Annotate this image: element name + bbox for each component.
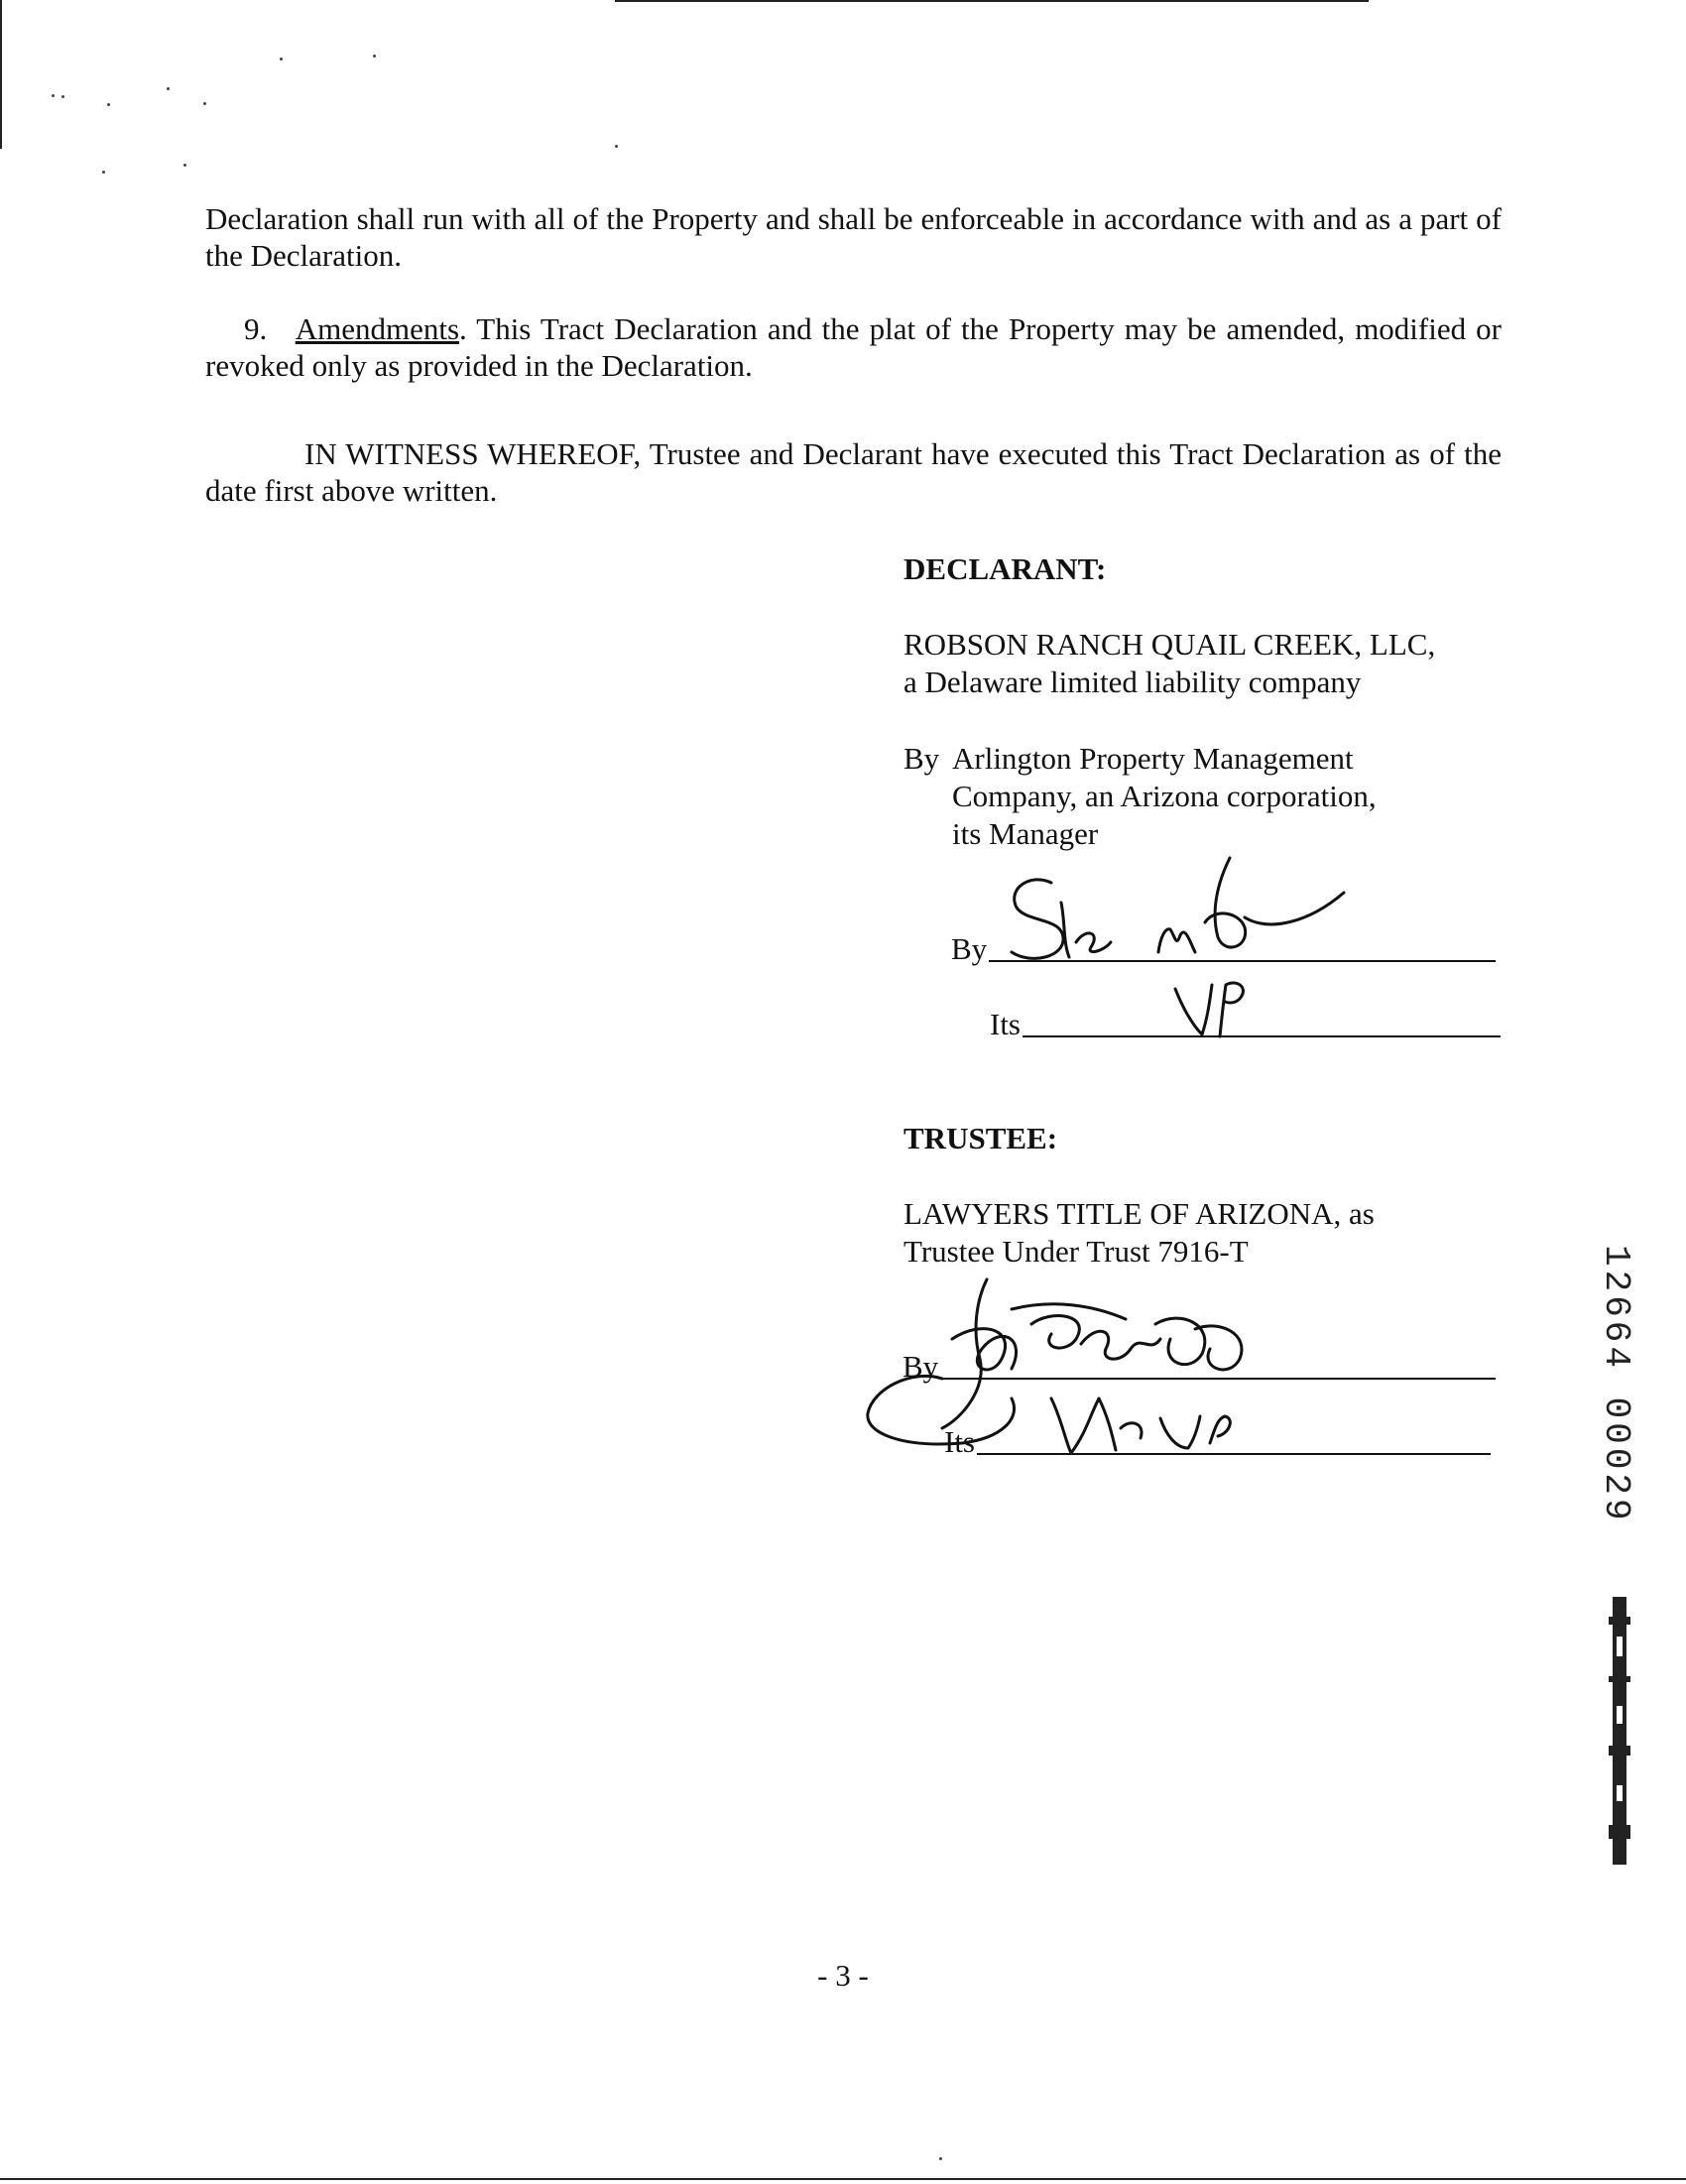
trustee-heading: TRUSTEE: [903, 1121, 1058, 1155]
scan-speck [939, 2157, 942, 2160]
trustee-entity [903, 1195, 1375, 1271]
section-9-amendments [205, 310, 1502, 384]
witness-clause-text: IN WITNESS WHEREOF, Trustee and Declarant have executed this Tract Declaration as of the date first above written. [205, 436, 1502, 508]
scan-speck [52, 94, 55, 97]
section-9-text: . This Tract Declaration and the plat of the Property may be amended, modified or revoked only as provided in the Declaration. [205, 311, 1502, 383]
paragraph-continuation [205, 200, 1502, 274]
trustee-by-label: By [903, 1349, 939, 1384]
declarant-its-handwriting-icon [1170, 977, 1260, 1046]
scan-speck [61, 95, 64, 98]
declarant-its-label: Its [990, 1007, 1021, 1041]
scan-speck [203, 102, 206, 105]
trustee-entity-name: LAWYERS TITLE OF ARIZONA, as [903, 1196, 1375, 1231]
scan-left-edge [0, 0, 2, 149]
trustee-entity-role: Trustee Under Trust 7916-T [903, 1234, 1249, 1269]
declarant-by-label: By [951, 931, 988, 966]
recording-stamp-mark-icon [1607, 1597, 1632, 1865]
page-number: - 3 - [817, 1958, 869, 1993]
declarant-its-rule [1023, 1035, 1501, 1037]
declarant-by-manager [903, 740, 1377, 853]
declarant-entity-name: ROBSON RANCH QUAIL CREEK, LLC, [903, 627, 1436, 662]
scan-speck [167, 87, 170, 90]
scan-speck [102, 171, 105, 174]
declarant-manager-line1: Arlington Property Management [952, 741, 1354, 776]
declarant-entity [903, 626, 1435, 701]
declarant-by-prefix: By [903, 741, 940, 776]
recording-stamp-number: 12664 00029 [1596, 1245, 1636, 1524]
scan-speck [615, 145, 618, 148]
paragraph-continuation-text: Declaration shall run with all of the Property and shall be enforceable in accordance with and as a part of the Declaration. [205, 201, 1502, 273]
section-9-number: 9. [244, 311, 268, 346]
scan-top-edge [615, 0, 1369, 2]
scan-speck [107, 103, 110, 106]
declarant-manager-line2: Company, an Arizona corporation, [952, 779, 1377, 813]
witness-clause [205, 435, 1502, 509]
trustee-its-label: Its [944, 1424, 975, 1459]
declarant-manager-line3: its Manager [952, 816, 1099, 851]
section-9-heading: Amendments [295, 311, 460, 346]
scan-bottom-edge [0, 2178, 1686, 2180]
scan-speck [280, 58, 283, 61]
declarant-entity-type: a Delaware limited liability company [903, 665, 1362, 699]
declarant-heading: DECLARANT: [903, 551, 1107, 586]
scan-speck [373, 55, 376, 58]
scan-speck [183, 164, 186, 167]
declarant-signature-icon [992, 848, 1359, 977]
trustee-signature-icon [853, 1270, 1289, 1478]
